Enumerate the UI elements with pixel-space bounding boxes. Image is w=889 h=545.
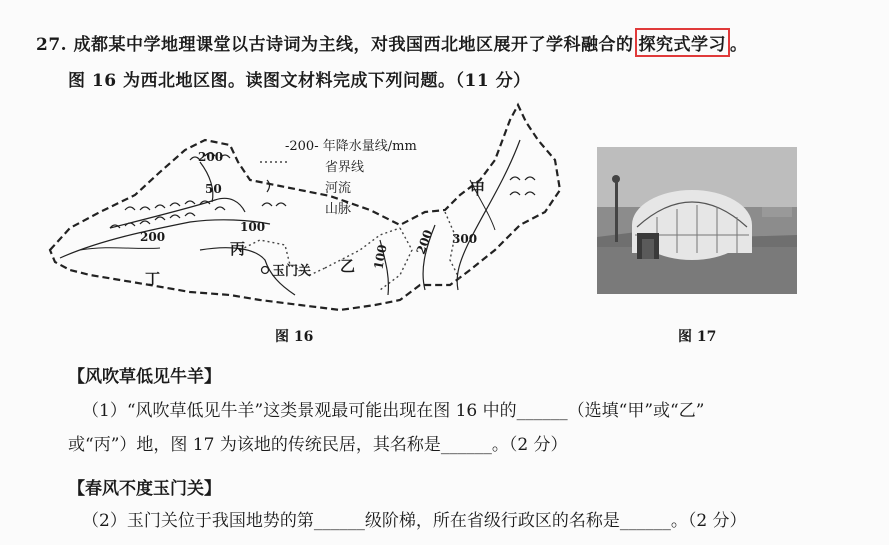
legend-rain: -200- 年降水量线/mm [285,139,417,154]
question-line-1 [36,28,748,57]
map-drawing [40,100,580,330]
iso-label: 50 [205,182,222,196]
yurt-photo [597,147,797,294]
section-2-line-1: （2）玉门关位于我国地势的第______级阶梯，所在省级行政区的名称是______。（2 分） [82,511,747,531]
question-number: 27. [36,35,68,55]
section-1-line-1: （1）“风吹草低见牛羊”这类景观最可能出现在图 16 中的______（选填“甲”或“乙” [82,401,705,421]
iso-label: 300 [452,232,478,246]
highlighted-term: 探究式学习 [635,28,731,57]
northwest-map [40,100,580,345]
iso-label: 200 [198,150,224,164]
label-ding: 丁 [145,270,161,288]
yumenguan-marker [262,267,269,274]
question-intro: 成都某中学地理课堂以古诗词为主线，对我国西北地区展开了学科融合的 [73,35,634,55]
province-border [445,212,460,280]
yurt-drawing [597,147,797,294]
figure-16-caption: 图 16 [275,329,314,345]
section-1-line-2: 或“丙”）地，图 17 为该地的传统民居，其名称是______。（2 分） [68,435,568,455]
iso-label: 100 [371,243,390,271]
section-1-title: 【风吹草低见牛羊】 [68,367,221,387]
label-bing: 丙 [230,240,246,258]
figure-17-caption: 图 17 [678,329,717,345]
label-yi: 乙 [340,257,356,275]
river-line [80,248,160,250]
legend-mountain: 山脉 [325,202,352,217]
legend-river-symbol [267,180,270,192]
label-jia: 甲 [470,180,486,198]
question-period: 。 [730,35,748,55]
legend-river: 河流 [325,181,352,196]
legend-mountain-symbol [262,203,286,206]
iso-label: 200 [413,227,436,257]
iso-label: 100 [240,220,266,234]
question-line-2: 图 16 为西北地区图。读图文材料完成下列问题。（11 分） [68,71,531,91]
legend-border: 省界线 [325,160,365,175]
section-2-title: 【春风不度玉门关】 [68,479,221,499]
iso-label: 200 [140,230,166,244]
label-yumenguan: 玉门关 [272,264,312,279]
